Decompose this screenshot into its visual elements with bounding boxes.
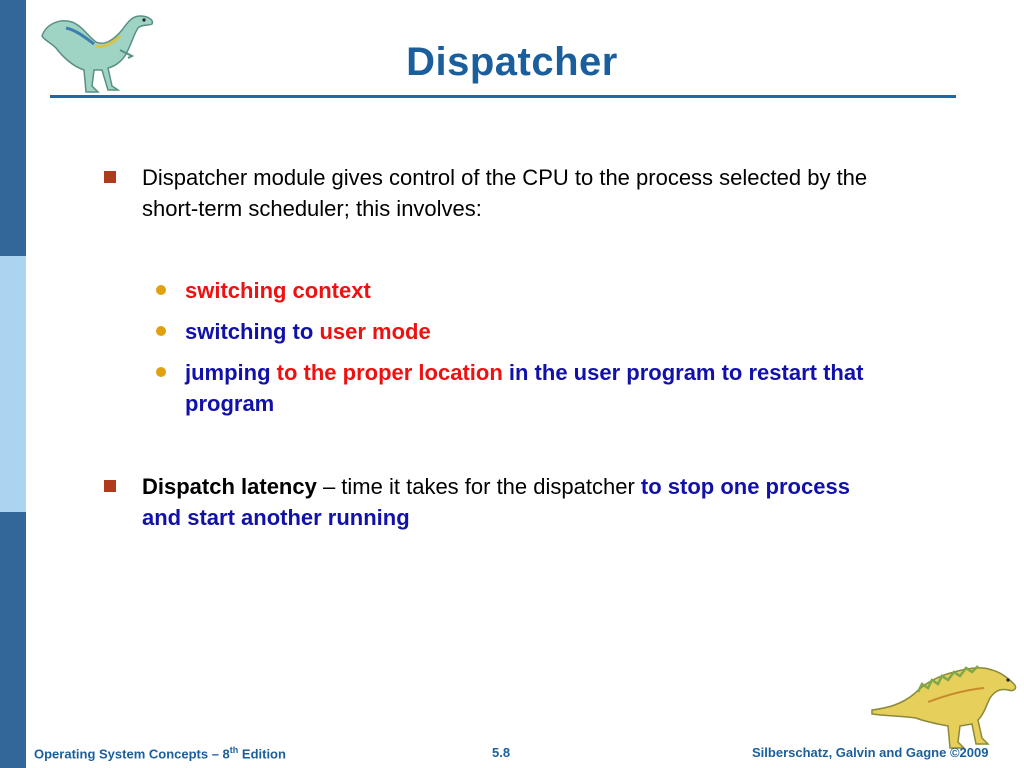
dinosaur-bottom-icon <box>868 658 1020 752</box>
slide-title: Dispatcher <box>406 40 618 84</box>
sub-bullet-text <box>185 316 875 347</box>
sub-bullet-text <box>185 357 875 419</box>
text-plain: – time it takes for the dispatcher <box>316 474 641 499</box>
text-red: switching context <box>185 278 371 303</box>
footer-page-number: 5.8 <box>492 745 511 760</box>
sub-bullet-text <box>185 275 875 306</box>
text-blue: switching to <box>185 319 320 344</box>
text-blue: in the user program to restart that program <box>185 360 864 416</box>
round-bullet-icon <box>156 326 166 336</box>
footer-title-sup: th <box>229 745 239 755</box>
round-bullet-icon <box>156 367 166 377</box>
text-red: to the proper location <box>276 360 503 385</box>
footer-authors: Silberschatz, Galvin and Gagne ©2009 <box>752 745 989 760</box>
side-strip-light <box>0 256 26 512</box>
square-bullet-icon <box>104 480 116 492</box>
bullet-text <box>142 471 882 533</box>
title-divider <box>50 95 956 98</box>
footer-book-title <box>34 745 286 761</box>
text-bold: Dispatch latency <box>142 474 317 499</box>
footer-title-suffix: Edition <box>238 746 286 762</box>
footer-title-text: Operating System Concepts – 8 <box>34 746 230 762</box>
side-strip-dark-top <box>0 0 26 256</box>
square-bullet-icon <box>104 171 116 183</box>
text-red: user mode <box>319 319 431 344</box>
side-strip-dark-bottom <box>0 512 26 768</box>
bullet-text: Dispatcher module gives control of the CPU to the process selected by the short-term scheduler; this involves: <box>142 165 868 221</box>
text-blue: jumping <box>185 360 277 385</box>
round-bullet-icon <box>156 285 166 295</box>
text-blue: to stop one process and start another running <box>142 474 850 530</box>
